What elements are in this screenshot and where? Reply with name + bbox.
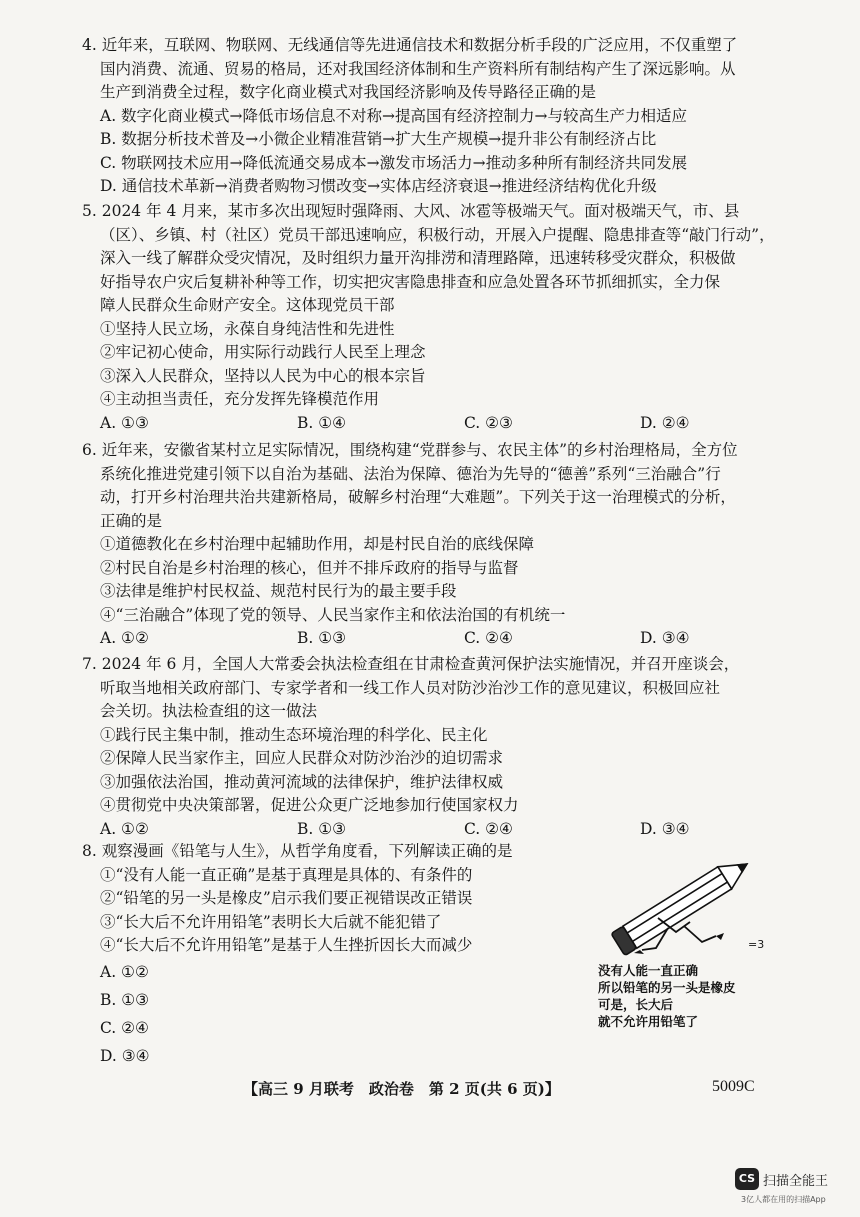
question-6 [82,439,790,650]
q7-stem-line: 7. 2024 年 6 月，全国人大常委会执法检查组在甘肃检查黄河保护法实施情况，并召开座谈会， [82,655,740,673]
q8-statement-2: ②“铅笔的另一头是橡皮”启示我们要正视错误改正错误 [100,889,473,907]
q6-statement-3: ③法律是维护村民权益、规范村民行为的最主要手段 [100,582,457,600]
paper-code: 5009C [712,1078,755,1095]
q4-stem-line: 国内消费、流通、贸易的格局，还对我国经济体制和生产资料所有制结构产生了深远影响。从 [100,59,736,78]
q5-statement-4: ④主动担当责任，充分发挥先锋模范作用 [100,390,380,408]
q6-choices [92,627,790,650]
q4-option-a: A. 数字化商业模式→降低市场信息不对称→提高国有经济控制力→与较高生产力相适应 [100,106,688,125]
q4-option-c: C. 物联网技术应用→降低流通交易成本→激发市场活力→推动多种所有制经济共同发展 [100,153,688,172]
q5-statement-1: ①坚持人民立场，永葆自身纯洁性和先进性 [100,319,395,338]
cartoon-caption [598,962,780,1030]
q4-stem-line: 4. 近年来，互联网、物联网、无线通信等先进通信技术和数据分析手段的广泛应用，不仅重塑了 [82,36,738,54]
scanner-watermark [735,1166,845,1210]
q5-stem-line: 好指导农户灾后复耕补种等工作，切实把灾害隐患排查和应急处置各环节抓细抓实，全力保 [100,272,721,291]
speed-mark: =3 [748,938,765,951]
q7-choices [92,818,790,841]
pencil-cartoon [598,852,780,1032]
question-4 [82,34,790,199]
q7-choice-b: B. ①③ [297,819,347,838]
caption-line: 就不允许用铅笔了 [598,1014,699,1029]
q4-option-b: B. 数据分析技术普及→小微企业精准营销→扩大生产规模→提升非公有制经济占比 [100,130,657,148]
q5-stem-line: 深入一线了解群众受灾情况，及时组织力量开沟排涝和清理路障，迅速转移受灾群众，积极做 [100,249,736,267]
q8-choice-d: D. ③④ [100,1046,150,1065]
camscanner-logo-icon: CS [735,1168,759,1190]
q5-choice-b: B. ①④ [297,413,347,432]
q4-option-d: D. 通信技术革新→消费者购物习惯改变→实体店经济衰退→推进经济结构优化升级 [100,177,657,195]
q7-stem-line: 会关切。执法检查组的这一做法 [100,702,318,720]
q5-choices [92,412,790,435]
caption-line: 可是，长大后 [598,997,674,1012]
q8-choice-c: C. ②④ [100,1018,149,1037]
q6-statement-1: ①道德教化在乡村治理中起辅助作用，却是村民自治的底线保障 [100,535,535,553]
q6-stem-line: 动，打开乡村治理共治共建新格局，破解乡村治理“大难题”。下列关于这一治理模式的分析， [100,488,736,506]
q5-statement-3: ③深入人民群众，坚持以人民为中心的根本宗旨 [100,366,426,385]
footer-exam-info: 【高三 9 月联考 政治卷 第 2 页(共 6 页)】 [243,1080,560,1098]
caption-line: 所以铅笔的另一头是橡皮 [598,980,736,995]
q5-statement-2: ②牢记初心使命，用实际行动践行人民至上理念 [100,343,426,361]
q6-choice-d: D. ③④ [640,629,690,647]
page-footer [0,1078,860,1106]
q7-statement-4: ④贯彻党中央决策部署，促进公众更广泛地参加行使国家权力 [100,796,519,814]
q5-stem-line: 5. 2024 年 4 月来，某市多次出现短时强降雨、大风、冰雹等极端天气。面对极端天气，市、县 [82,202,740,220]
q7-stem-line: 听取当地相关政府部门、专家学者和一线工作人员对防沙治沙工作的意见建议，积极回应社 [100,678,721,697]
caption-line: 没有人能一直正确 [598,963,699,978]
q7-choice-c: C. ②④ [464,819,513,838]
q7-statement-3: ③加强依法治国，推动黄河流域的法律保护，维护法律权威 [100,772,504,791]
q6-stem-line: 系统化推进党建引领下以自治为基础、法治为保障、德治为先导的“德善”系列“三治融合”行 [100,464,721,483]
q5-stem-line: 障人民群众生命财产安全。这体现党员干部 [100,296,395,314]
q8-statement-4: ④“长大后不允许用铅笔”是基于人生挫折因长大而减少 [100,936,473,954]
scanner-title: 扫描全能王 [763,1174,829,1189]
q6-choice-b: B. ①③ [297,629,347,647]
q8-choices [92,961,602,1073]
q7-choice-a: A. ①② [100,819,149,838]
q6-choice-c: C. ②④ [464,629,513,647]
q8-choice-b: B. ①③ [100,990,150,1009]
q7-statement-1: ①践行民主集中制，推动生态环境治理的科学化、民主化 [100,725,488,744]
question-8 [82,840,602,1073]
q8-choice-a: A. ①② [100,962,149,981]
question-5 [82,200,790,435]
q7-choice-d: D. ③④ [640,819,690,838]
q6-stem-line: 正确的是 [100,511,163,530]
q7-statement-2: ②保障人民当家作主，回应人民群众对防沙治沙的迫切需求 [100,749,504,767]
q6-statement-2: ②村民自治是乡村治理的核心，但并不排斥政府的指导与监督 [100,558,519,577]
q5-choice-c: C. ②③ [464,413,513,432]
q8-statement-1: ①“没有人能一直正确”是基于真理是具体的、有条件的 [100,865,473,884]
q8-stem-line: 8. 观察漫画《铅笔与人生》，从哲学角度看，下列解读正确的是 [82,842,513,860]
q6-statement-4: ④“三治融合”体现了党的领导、人民当家作主和依法治国的有机统一 [100,605,566,624]
q4-stem-line: 生产到消费全过程，数字化商业模式对我国经济影响及传导路径正确的是 [100,83,597,101]
q6-stem-line: 6. 近年来，安徽省某村立足实际情况，围绕构建“党群参与、农民主体”的乡村治理格局，全方位 [82,441,738,459]
q5-choice-a: A. ①③ [100,413,149,432]
scanner-subtitle: 3亿人都在用的扫描App [741,1195,826,1204]
q5-stem-line: （区）、乡镇、村（社区）党员干部迅速响应，积极行动，开展入户提醒、隐患排查等“敲门行动”， [100,225,775,244]
q6-choice-a: A. ①② [100,629,149,647]
q5-choice-d: D. ②④ [640,413,690,432]
question-7 [82,653,790,841]
q8-statement-3: ③“长大后不允许用铅笔”表明长大后就不能犯错了 [100,912,442,931]
